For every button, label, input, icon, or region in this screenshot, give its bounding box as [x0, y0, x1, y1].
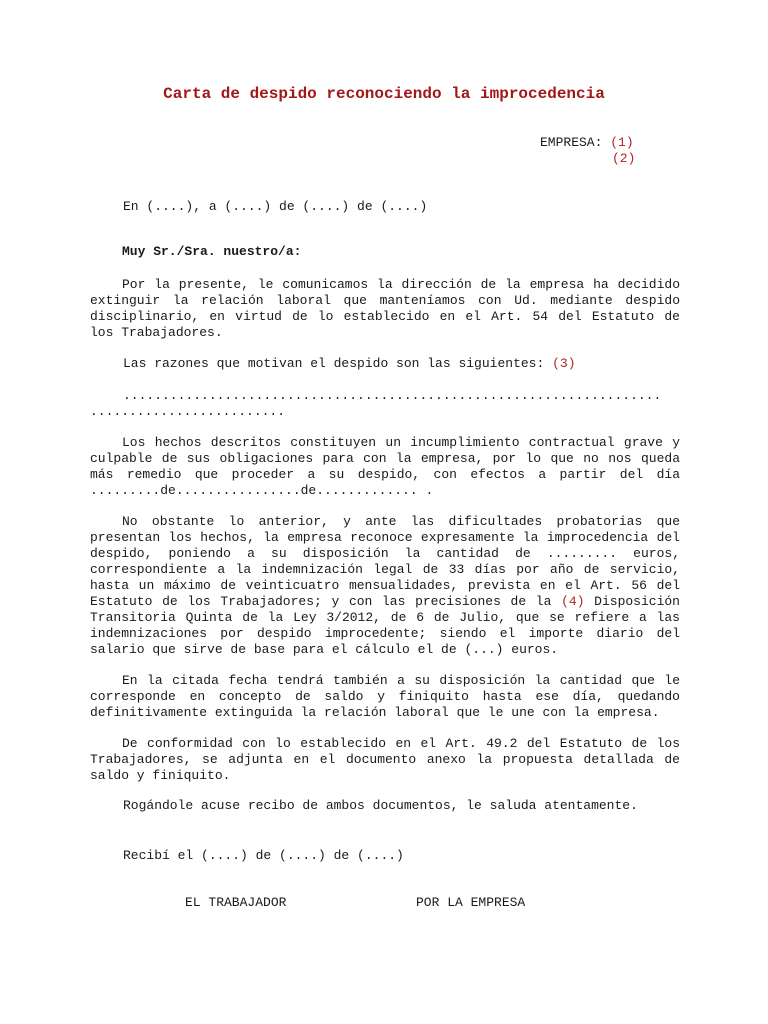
received-line: Recibí el (....) de (....) de (....) — [123, 848, 404, 863]
empresa-reference-1: (1) — [610, 135, 634, 150]
date-line: En (....), a (....) de (....) de (....) — [123, 199, 428, 214]
empresa-reference-2: (2) — [612, 151, 636, 166]
salutation: Muy Sr./Sra. nuestro/a: — [122, 244, 302, 259]
document-title: Carta de despido reconociendo la improcedencia — [163, 85, 605, 103]
signature-worker: EL TRABAJADOR — [185, 895, 287, 910]
paragraph-2 — [123, 356, 576, 372]
signature-company: POR LA EMPRESA — [416, 895, 526, 910]
dots-line-2: ......................... — [90, 404, 286, 419]
paragraph-2-reference: (3) — [552, 356, 576, 371]
paragraph-6: De conformidad con lo establecido en el Art. 49.2 del Estatuto de los Trabajadores, se adjunta en el documento anexo la propuesta detallada de saldo y finiquito. — [90, 736, 680, 783]
paragraph-4-text-b: Disposición Transitoria Quinta de la Ley 3/2012, de 6 de Julio, que se refiere a las indemnizaciones por despido improcedente; siendo el importe diario del salario que sirve de base para el cálculo el de (...) euros. — [90, 594, 680, 657]
paragraph-7: Rogándole acuse recibo de ambos documentos, le saluda atentamente. — [123, 798, 638, 813]
paragraph-1: Por la presente, le comunicamos la dirección de la empresa ha decidido extinguir la relación laboral que manteníamos con Ud. mediante despido disciplinario, en virtud de lo establecido en el Art. 54 del Estatuto de los Trabajadores. — [90, 277, 680, 340]
paragraph-4-text-a: No obstante lo anterior, y ante las dificultades probatorias que presentan los hechos, la empresa reconoce expresamente la improcedencia del despido, poniendo a su disposición la cantidad de ......... euros, correspondiente a la indemnización legal de 33 días por año de servicio, hasta un máximo de veinticuatro mensualidades, prevista en el Art. 56 del Estatuto de los Trabajadores; y con las precisiones de la — [90, 514, 680, 609]
empresa-label: EMPRESA: — [540, 135, 603, 150]
paragraph-3: Los hechos descritos constituyen un incumplimiento contractual grave y culpable de sus obligaciones para con la empresa, por lo que no nos queda más remedio que proceder a su despido, con efectos a partir del día .........de................de............. . — [90, 435, 680, 498]
dots-line-1: ..................................................................... — [123, 388, 662, 403]
empresa-line — [540, 135, 634, 151]
paragraph-4 — [90, 514, 680, 658]
paragraph-5: En la citada fecha tendrá también a su disposición la cantidad que le corresponde en concepto de saldo y finiquito hasta ese día, quedando definitivamente extinguida la relación laboral que le une con la empresa. — [90, 673, 680, 720]
paragraph-4-reference: (4) — [561, 594, 585, 609]
paragraph-2-text: Las razones que motivan el despido son las siguientes: — [123, 356, 545, 371]
